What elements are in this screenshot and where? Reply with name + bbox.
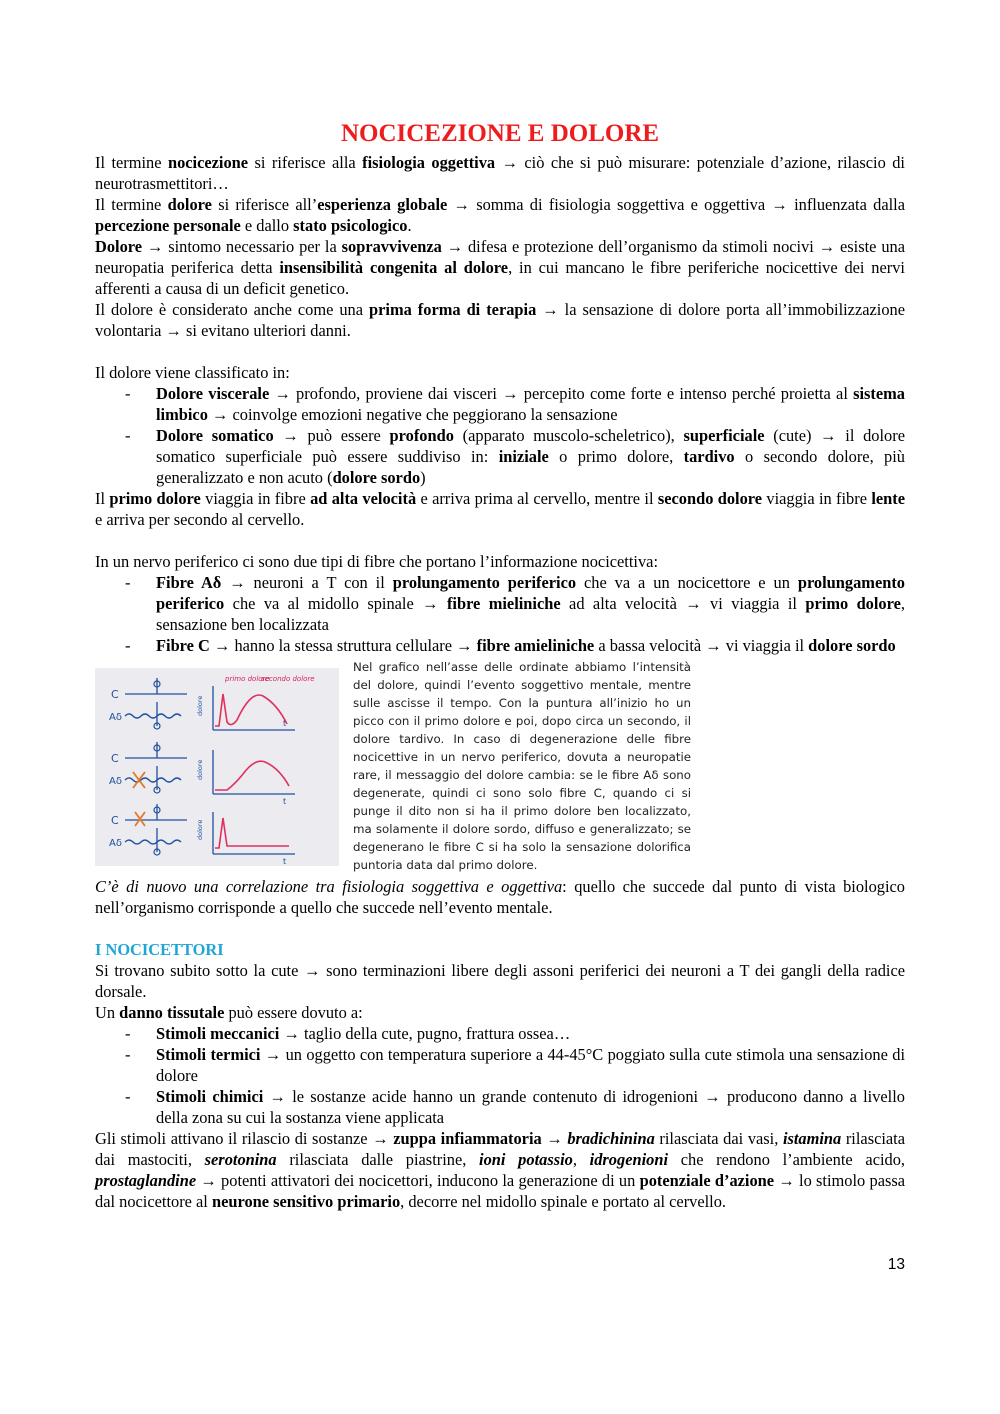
list-item: - Stimoli chimici → le sostanze acide hanno un grande contenuto di idrogenioni → producono danno a livello della zona su cui la sostanza viene applicata — [156, 1086, 905, 1128]
fibers-lead: In un nervo periferico ci sono due tipi di fibre che portano l’informazione nocicettiva: — [95, 552, 658, 571]
page-number: 13 — [887, 1256, 905, 1273]
pain-curve-normal — [196, 686, 295, 730]
nociceptors-paragraph-1: Si trovano subito sotto la cute → sono terminazioni libere degli assoni periferici dei neuroni a T dei gangli della radice dorsale. — [95, 961, 905, 1001]
page-content — [95, 118, 905, 1212]
pain-curve-c-only — [196, 750, 295, 806]
fiber-diagram-ad-degenerated — [109, 742, 187, 793]
c-fiber-label: C — [111, 688, 119, 701]
classification-list — [95, 383, 905, 488]
intro-paragraph-2: Il termine dolore si riferisce all’esperienza globale → somma di fisiologia soggettiva e oggettiva → influenzata dalla percezione personale e dallo stato psicologico. — [95, 195, 905, 235]
fiber-diagram-normal — [109, 678, 187, 729]
ad-fiber-label: Aδ — [109, 712, 122, 723]
intro-paragraph-3: Dolore → sintomo necessario per la sopravvivenza → difesa e protezione dell’organismo da stimoli nocivi → esiste una neuropatia periferica detta insensibilità congenita al dolore, in cui mancano le fibre periferiche nocicettive dei nervi afferenti a causa di un deficit genetico. — [95, 237, 905, 298]
y-axis-label: dolore — [196, 819, 204, 840]
nociceptors-paragraph-2: Un danno tissutale può essere dovuto a: — [95, 1003, 363, 1022]
x-axis-label: t — [283, 797, 287, 806]
correlation-paragraph: C’è di nuovo una correlazione tra fisiologia soggettiva e oggettiva: quello che succede dal punto di vista biologico nell’organismo corrisponde a quello che succede nell’evento mentale. — [95, 877, 905, 917]
stimuli-list — [95, 1023, 905, 1128]
section-heading-nocicettori: I NOCICETTORI — [95, 940, 224, 959]
fibers-list — [95, 572, 905, 656]
list-item: - Dolore somatico → può essere profondo (apparato muscolo-scheletrico), superficiale (cute) → il dolore somatico superficiale può essere suddiviso in: iniziale o primo dolore, tardivo o secondo dolore, più generalizzato e non acuto (dolore sordo) — [156, 425, 905, 488]
pain-graph-drawing — [95, 668, 339, 866]
figure-row — [95, 658, 905, 874]
x-axis-label: t — [283, 857, 287, 866]
fiber-diagram-c-degenerated — [109, 804, 187, 855]
c-fiber-label: C — [111, 752, 119, 765]
ad-fiber-label: Aδ — [109, 776, 122, 787]
pain-speed-paragraph: Il primo dolore viaggia in fibre ad alta velocità e arriva prima al cervello, mentre il secondo dolore viaggia in fibre lente e arriva per secondo al cervello. — [95, 489, 905, 529]
pain-curve-ad-only — [196, 812, 295, 866]
nociceptors-paragraph-3: Gli stimoli attivano il rilascio di sostanze → zuppa infiammatoria → bradichinina rilasciata dai vasi, istamina rilasciata dai mastociti, serotonina rilasciata dalle piastrine, ioni potassio, idrogenioni che rendono l’ambiente acido, prostaglandine → potenti attivatori dei nocicettori, inducono la generazione di un potenziale d’azione → lo stimolo passa dal nocicettore al neurone sensitivo primario, decorre nel midollo spinale e portato al cervello. — [95, 1129, 906, 1211]
pain-graph-figure — [95, 668, 339, 866]
classification-lead: Il dolore viene classificato in: — [95, 363, 290, 382]
secondo-dolore-label: secondo dolore — [261, 675, 315, 683]
primo-dolore-label: primo dolore — [225, 675, 270, 683]
ad-fiber-label: Aδ — [109, 838, 122, 849]
x-axis-label: t — [283, 719, 287, 728]
c-fiber-label: C — [111, 814, 119, 827]
page-title: NOCICEZIONE E DOLORE — [340, 120, 660, 147]
list-item: - Stimoli termici → un oggetto con temperatura superiore a 44-45°C poggiato sulla cute stimola una sensazione di dolore — [156, 1044, 905, 1086]
list-item: - Fibre Aδ → neuroni a T con il prolungamento periferico che va a un nocicettore e un prolungamento periferico che va al midollo spinale → fibre mieliniche ad alta velocità → vi viaggia il primo dolore, sensazione ben localizzata — [156, 572, 905, 635]
intro-paragraph-1: Il termine nocicezione si riferisce alla fisiologia oggettiva → ciò che si può misurare: potenziale d’azione, rilascio di neurotrasmettitori… — [95, 153, 905, 193]
list-item: - Stimoli meccanici → taglio della cute, pugno, frattura ossea… — [156, 1023, 905, 1044]
y-axis-label: dolore — [196, 759, 204, 780]
list-item: - Dolore viscerale → profondo, proviene dai visceri → percepito come forte e intenso perché proietta al sistema limbico → coinvolge emozioni negative che peggiorano la sensazione — [156, 383, 905, 425]
y-axis-label: dolore — [196, 695, 204, 716]
list-item: - Fibre C → hanno la stessa struttura cellulare → fibre amieliniche a bassa velocità → vi viaggia il dolore sordo — [156, 635, 905, 656]
figure-caption: Nel grafico nell’asse delle ordinate abbiamo l’intensità del dolore, quindi l’evento soggettivo mentale, mentre sulle ascisse il tempo. Con la puntura all’inizio ho un picco con il primo dolore e poi, dopo circa un secondo, il dolore tardivo. In caso di degenerazione delle fibre nocicettive in un nervo periferico, dovuta a neuropatie rare, il messaggio del dolore cambia: se le fibre Aδ sono degenerate, quindi ci sono solo fibre C, quando ci si punge il dito non si ha il primo dolore ben localizzato, ma solamente il dolore sordo, diffuso e generalizzato; se degenerano le fibre C si ha solo la sensazione dolorifica puntoria data dal primo dolore. — [353, 660, 691, 872]
intro-paragraph-4: Il dolore è considerato anche come una prima forma di terapia → la sensazione di dolore porta all’immobilizzazione volontaria → si evitano ulteriori danni. — [95, 300, 905, 340]
